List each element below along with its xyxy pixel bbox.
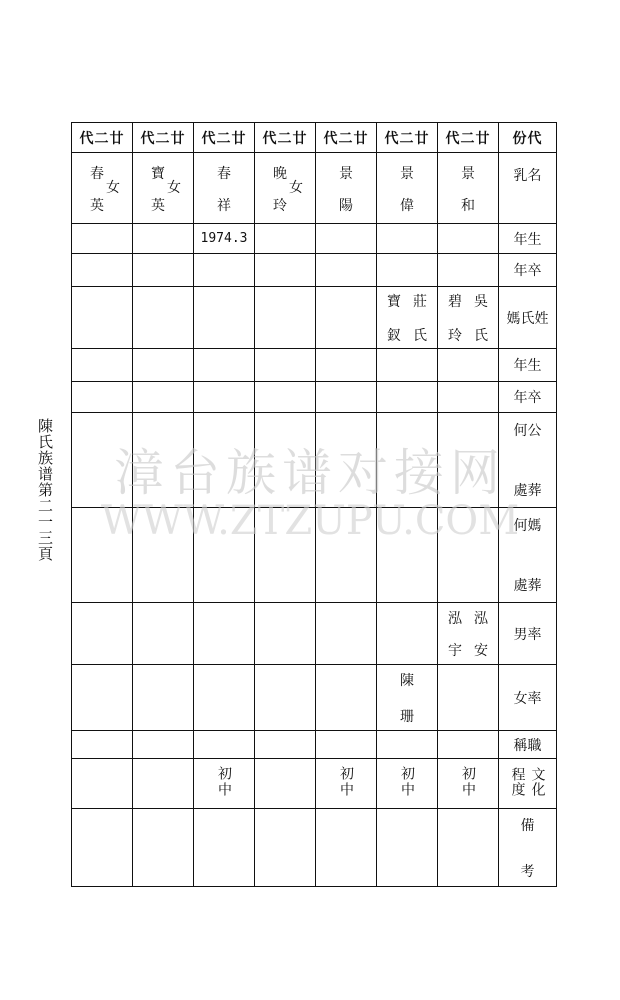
row-label: 何媽 處葬 [499, 508, 557, 603]
edu-cell: 初中 [194, 759, 255, 809]
row-label: 稱職 [499, 731, 557, 759]
mother-row [72, 287, 557, 349]
watermark-en: WWW.ZTZUPU.COM [100, 498, 520, 544]
genealogy-table [71, 122, 557, 887]
row-label: 乳名 [513, 168, 542, 184]
header-row [72, 123, 557, 153]
death-row [72, 254, 557, 287]
gen-header: 代二廿 [72, 123, 133, 153]
watermark-cn: 漳台族谱对接网 [114, 444, 506, 502]
daughter-cell: 陳 珊 [377, 665, 438, 731]
title-row [72, 731, 557, 759]
sons-cell: 泓 泓 宇 安 [438, 603, 499, 665]
burial-mother-row [72, 508, 557, 603]
row-label: 媽氏姓 [499, 287, 557, 349]
name-cell: 景 偉 [400, 166, 414, 214]
gen-header: 代二廿 [255, 123, 316, 153]
edu-cell: 初中 [316, 759, 377, 809]
row-label: 備 考 [499, 809, 557, 887]
row-label: 年生 [499, 224, 557, 254]
name-cell: 景 和 [461, 166, 475, 214]
name-cell: 春 女 英 [90, 166, 120, 214]
birth-value: 1974.3 [194, 224, 255, 254]
sons-row [72, 603, 557, 665]
name-cell: 晚 女 玲 [273, 166, 303, 214]
row-label: 年生 [499, 349, 557, 382]
row-label: 男率 [499, 603, 557, 665]
daughters-row [72, 665, 557, 731]
birth-row [72, 224, 557, 254]
row-label-header: 份代 [499, 123, 557, 153]
education-row [72, 759, 557, 809]
notes-row [72, 809, 557, 887]
row-label: 女率 [499, 665, 557, 731]
gen-header: 代二廿 [133, 123, 194, 153]
name-cell: 春 祥 [217, 166, 231, 214]
row-label: 年卒 [499, 382, 557, 413]
gen-header: 代二廿 [377, 123, 438, 153]
gen-header: 代二廿 [316, 123, 377, 153]
mother-birth-row [72, 349, 557, 382]
edu-cell: 初中 [377, 759, 438, 809]
side-caption: 陳氏族谱第二一三頁 [36, 418, 54, 562]
name-cell: 寶 女 英 [151, 166, 181, 214]
name-cell: 景 陽 [339, 166, 353, 214]
burial-father-row [72, 413, 557, 508]
mother-cell: 寶 莊 釵 氏 [377, 287, 438, 349]
mother-cell: 碧 吳 玲 氏 [438, 287, 499, 349]
row-label: 文化程度 [499, 759, 557, 809]
row-label: 何公 處葬 [499, 413, 557, 508]
edu-cell: 初中 [438, 759, 499, 809]
gen-header: 代二廿 [438, 123, 499, 153]
gen-header: 代二廿 [194, 123, 255, 153]
mother-death-row [72, 382, 557, 413]
row-label: 年卒 [499, 254, 557, 287]
name-row [72, 153, 557, 224]
